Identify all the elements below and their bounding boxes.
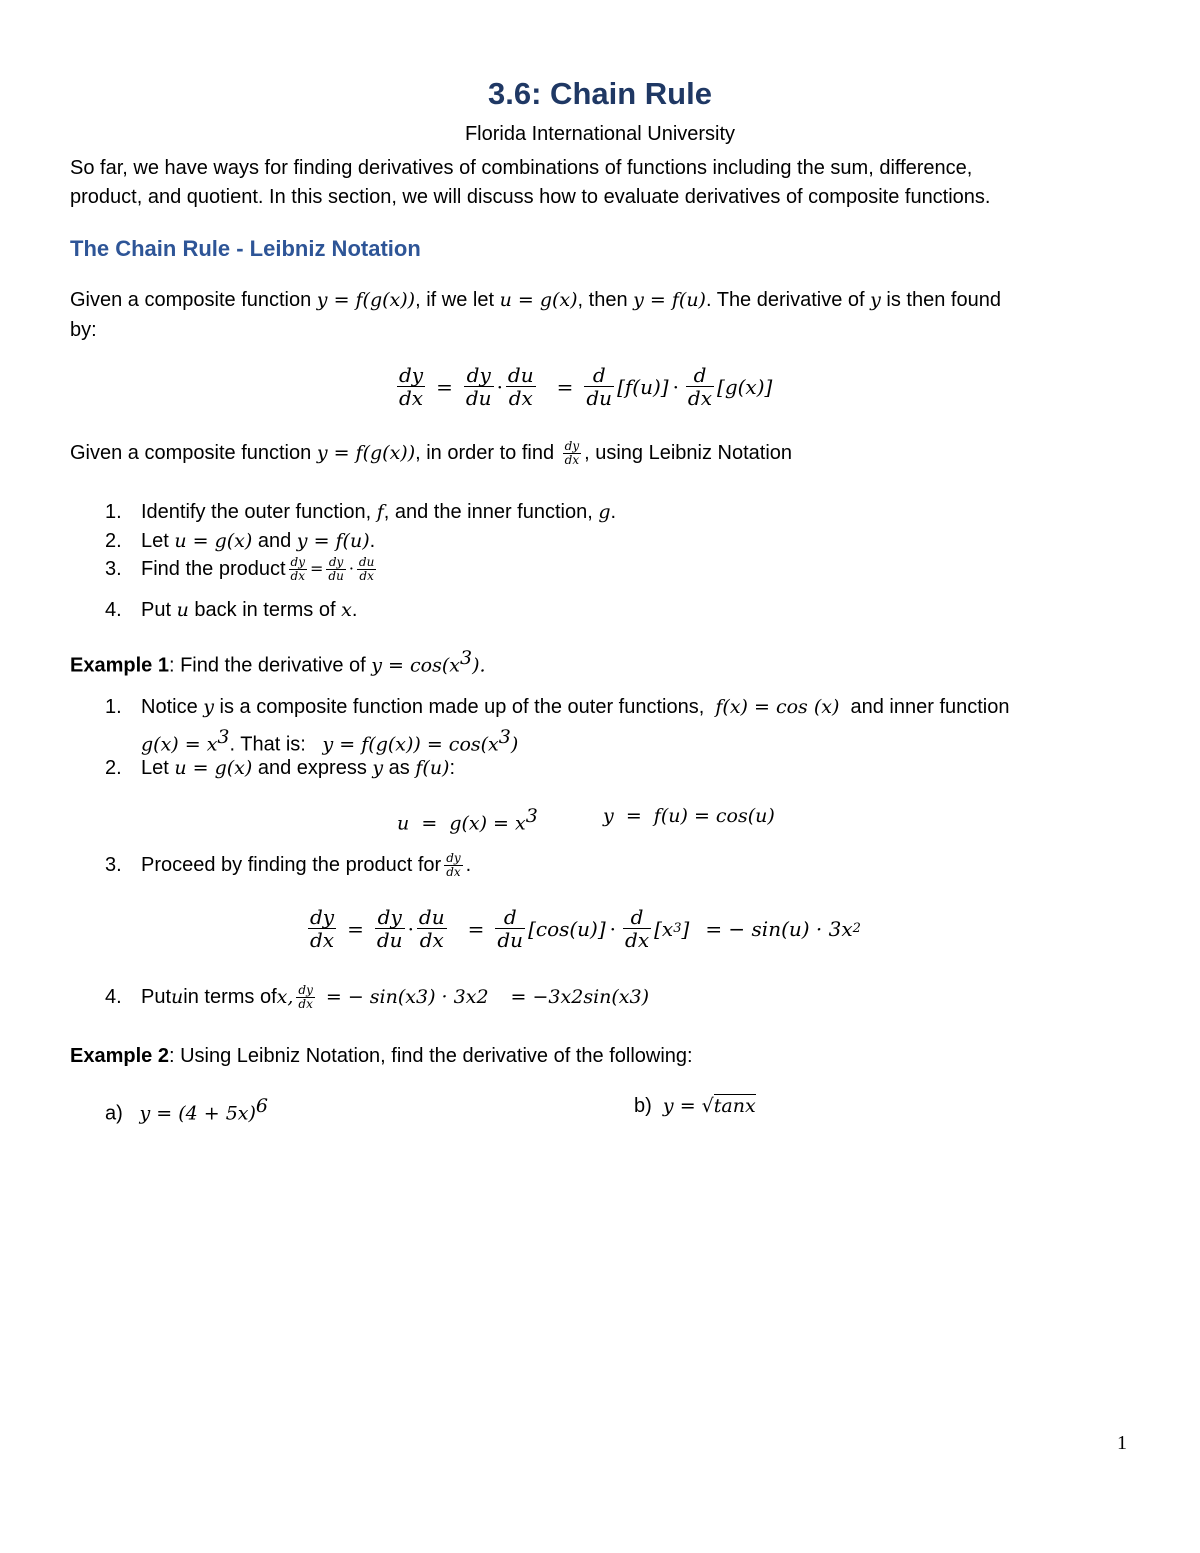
dot: · <box>672 374 679 399</box>
equals: = <box>556 374 574 399</box>
fraction: $\frac{du}{dx}$ <box>418 905 445 952</box>
example-1-step-1-cont: $g(x) = x^3$. That is: $y = f(g(x)) = \cos(x^3)$ <box>141 726 519 756</box>
given-paragraph-1 <box>70 288 1001 312</box>
step-3: 3. Find the product $\frac{dy}{dx}$ = $\frac{dy}{du}$ · $\frac{du}{dx}$ <box>105 555 375 583</box>
equals: = <box>436 374 453 399</box>
example-1-step-1: 1. Notice y is a composite function made up of the outer functions, f(x) = cos (x) and inner function <box>105 696 1010 718</box>
fraction: $\frac{dy}{dx}$ <box>564 439 580 467</box>
math: y = f(g(x)) <box>316 442 416 465</box>
text: is then found <box>880 289 1001 311</box>
math: y = f(u) <box>633 289 706 311</box>
math: y <box>870 289 881 311</box>
fraction: $\frac{dy}{dx}$ <box>290 555 305 583</box>
step-1: 1. Identify the outer function, f, and the inner function, g. <box>105 501 617 523</box>
example-2-heading: Example 2: Using Leibniz Notation, find the derivative of the following: <box>70 1045 693 1067</box>
step-4: 4. Put u back in terms of x. <box>105 599 358 621</box>
section-heading: The Chain Rule - Leibniz Notation <box>70 236 421 261</box>
text: , if we let <box>415 289 500 311</box>
fraction: $\frac{d}{dx}$ <box>687 363 713 410</box>
text: , using Leibniz Notation <box>584 442 793 465</box>
fraction: $\frac{dy}{dx}$ <box>446 851 461 879</box>
fraction: $\frac{du}{dx}$ <box>358 555 375 583</box>
fraction: $\frac{dy}{dx}$ <box>310 905 335 952</box>
text: , in order to find <box>415 442 555 465</box>
math: u = g(x) <box>499 289 578 311</box>
fraction: $\frac{d}{du}$ <box>497 905 524 952</box>
chain-rule-equation <box>394 364 772 409</box>
example-1-u-equation: $u = g(x) = x^3$ <box>397 805 538 835</box>
text: , then <box>577 289 634 311</box>
example-1-y-equation: y = f(u) = cos(u) <box>603 805 775 827</box>
institution: Florida International University <box>464 123 736 145</box>
intro-line-1: So far, we have ways for finding derivatives of combinations of functions including the sum, difference, <box>70 157 973 179</box>
example-2-part-a: a) $y = (4 + 5x)^6$ <box>105 1095 269 1125</box>
sqrt-symbol: √ <box>701 1095 714 1117</box>
intro-line-2: product, and quotient. In this section, we will discuss how to evaluate derivatives of composite functions. <box>70 186 991 208</box>
example-1-step-4: 4. Put u in terms of x, $\frac{dy}{dx}$ = − sin(x 3 ) · 3x 2 = −3x 2 sin(x 3 ) <box>105 983 650 1011</box>
given-paragraph-1-cont: by: <box>70 319 97 341</box>
example-1-product-equation: $\frac{dy}{dx}$ = $\frac{dy}{du}$ · $\frac{du}{dx}$ = $\frac{d}{du}$ [cos(u)] · $\frac{d}{dx}$ [x 3 ] = − sin(u) · 3x 2 <box>310 905 861 952</box>
given-paragraph-2 <box>70 440 792 466</box>
page-number: 1 <box>1117 1432 1127 1454</box>
example-1-step-2: 2. Let u = g(x) and express y as f(u): <box>105 757 456 779</box>
dot: · <box>496 374 503 399</box>
math: [f(u)] <box>617 374 669 399</box>
fraction: $\frac{dy}{dx}$ <box>298 983 313 1011</box>
math: y = f(g(x)) <box>316 289 416 311</box>
fraction: $\frac{d}{du}$ <box>586 363 613 410</box>
example-2-part-b: b) y = √tanx <box>634 1095 756 1117</box>
fraction: $\frac{d}{dx}$ <box>625 905 650 952</box>
math: [g(x)] <box>717 374 773 399</box>
fraction: $\frac{dy}{du}$ <box>465 363 492 410</box>
page-title: 3.6: Chain Rule <box>488 76 712 111</box>
text: . The derivative of <box>705 289 871 311</box>
fraction: $\frac{dy}{du}$ <box>376 905 403 952</box>
text: Given a composite function <box>70 442 312 465</box>
example-1-step-3: 3. Proceed by finding the product for $\frac{dy}{dx}$ . <box>105 851 472 879</box>
step-2: 2. Let u = g(x) and y = f(u). <box>105 530 376 552</box>
fraction: $\frac{du}{dx}$ <box>507 363 534 410</box>
fraction: $\frac{dy}{dx}$ <box>399 363 424 410</box>
text: Given a composite function <box>70 289 317 311</box>
example-1-heading: Example 1: Find the derivative of $y = \cos(x^3)$. <box>70 647 486 677</box>
fraction: $\frac{dy}{du}$ <box>328 555 344 583</box>
